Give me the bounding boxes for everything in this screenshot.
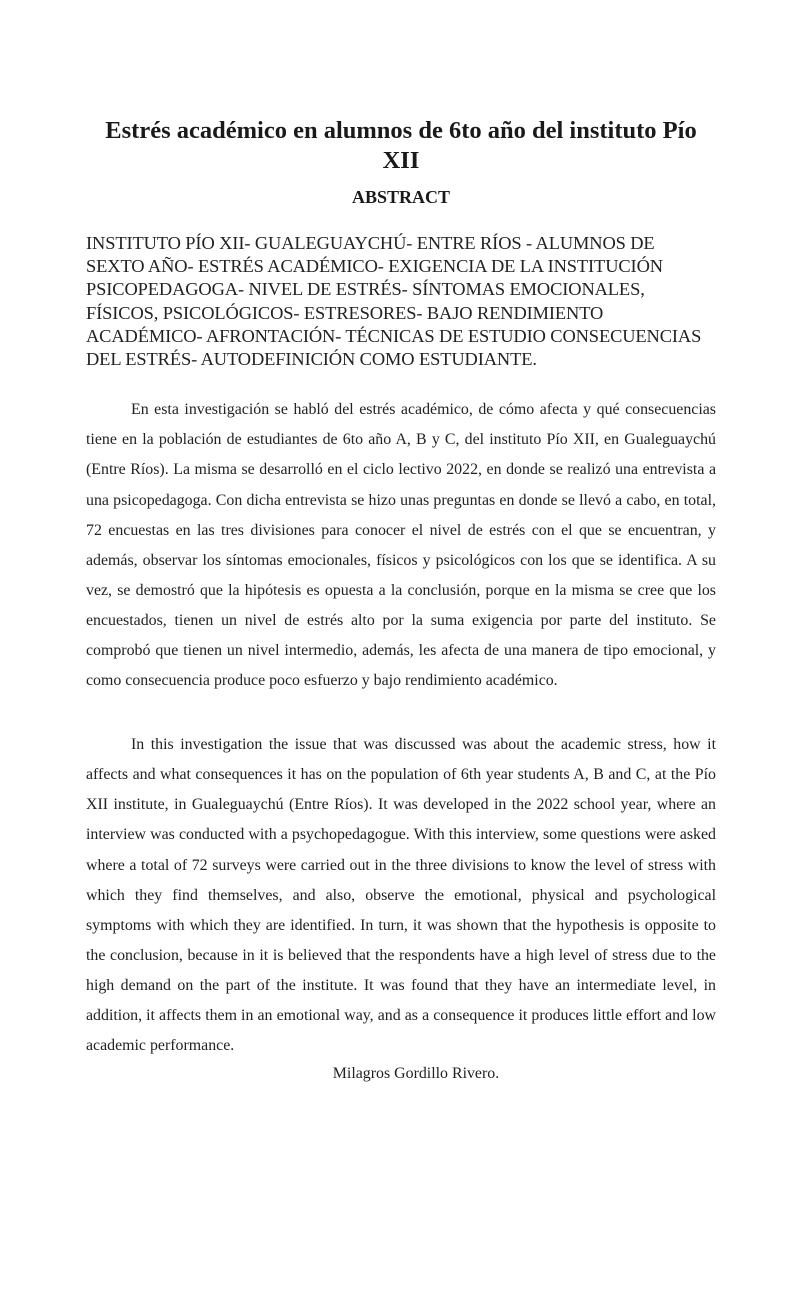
document-title: Estrés académico en alumnos de 6to año del instituto Pío XII <box>105 117 697 174</box>
abstract-heading: ABSTRACT <box>351 187 451 207</box>
abstract-spanish-paragraph: En esta investigación se habló del estrés académico, de cómo afecta y qué consecuencias tiene en la población de estudiantes de 6to año A, B y C, del instituto Pío XII, en Gualeguaychú (Entre Ríos). La misma se desarrolló en el ciclo lectivo 2022, en donde se realizó una entrevista a una psicopedagoga. Con dicha entrevista se hizo unas preguntas en donde se llevó a cabo, en total, 72 encuestas en las tres divisiones para conocer el nivel de estrés con el que se encuentran, y además, observar los síntomas emocionales, físicos y psicológicos con los que se identifica. A su vez, se demostró que la hipótesis es opuesta a la conclusión, porque en la misma se cree que los encuestados, tienen un nivel de estrés alto por la suma exigencia por parte del instituto. Se comprobó que tienen un nivel intermedio, además, les afecta de una manera de tipo emocional, y como consecuencia produce poco esfuerzo y bajo rendimiento académico. <box>86 401 716 690</box>
author-signature: Milagros Gordillo Rivero. <box>332 1065 500 1083</box>
abstract-english-paragraph: In this investigation the issue that was discussed was about the academic stress, how it affects and what consequences it has on the population of 6th year students A, B and C, at the Pío XII institute, in Gualeguaychú (Entre Ríos). It was developed in the 2022 school year, where an interview was conducted with a psychopedagogue. With this interview, some questions were asked where a total of 72 surveys were carried out in the three divisions to know the level of stress with which they find themselves, and also, observe the emotional, physical and psychological symptoms with which they are identified. In turn, it was shown that the hypothesis is opposite to the conclusion, because in it is believed that the respondents have a high level of stress due to the high demand on the part of the institute. It was found that they have an intermediate level, in addition, it affects them in an emotional way, and as a consequence it produces little effort and low academic performance. <box>86 736 716 1055</box>
keywords-block: INSTITUTO PÍO XII- GUALEGUAYCHÚ- ENTRE RÍOS - ALUMNOS DE SEXTO AÑO- ESTRÉS ACADÉMICO- EXIGENCIA DE LA INSTITUCIÓN PSICOPEDAGOGA- NIVEL DE ESTRÉS- SÍNTOMAS EMOCIONALES, FÍSICOS, PSICOLÓGICOS- ESTRESORES- BAJO RENDIMIENTO ACADÉMICO- AFRONTACIÓN- TÉCNICAS DE ESTUDIO CONSECUENCIAS DEL ESTRÉS- AUTODEFINICIÓN COMO ESTUDIANTE. <box>86 233 702 370</box>
document-page <box>86 116 716 1085</box>
